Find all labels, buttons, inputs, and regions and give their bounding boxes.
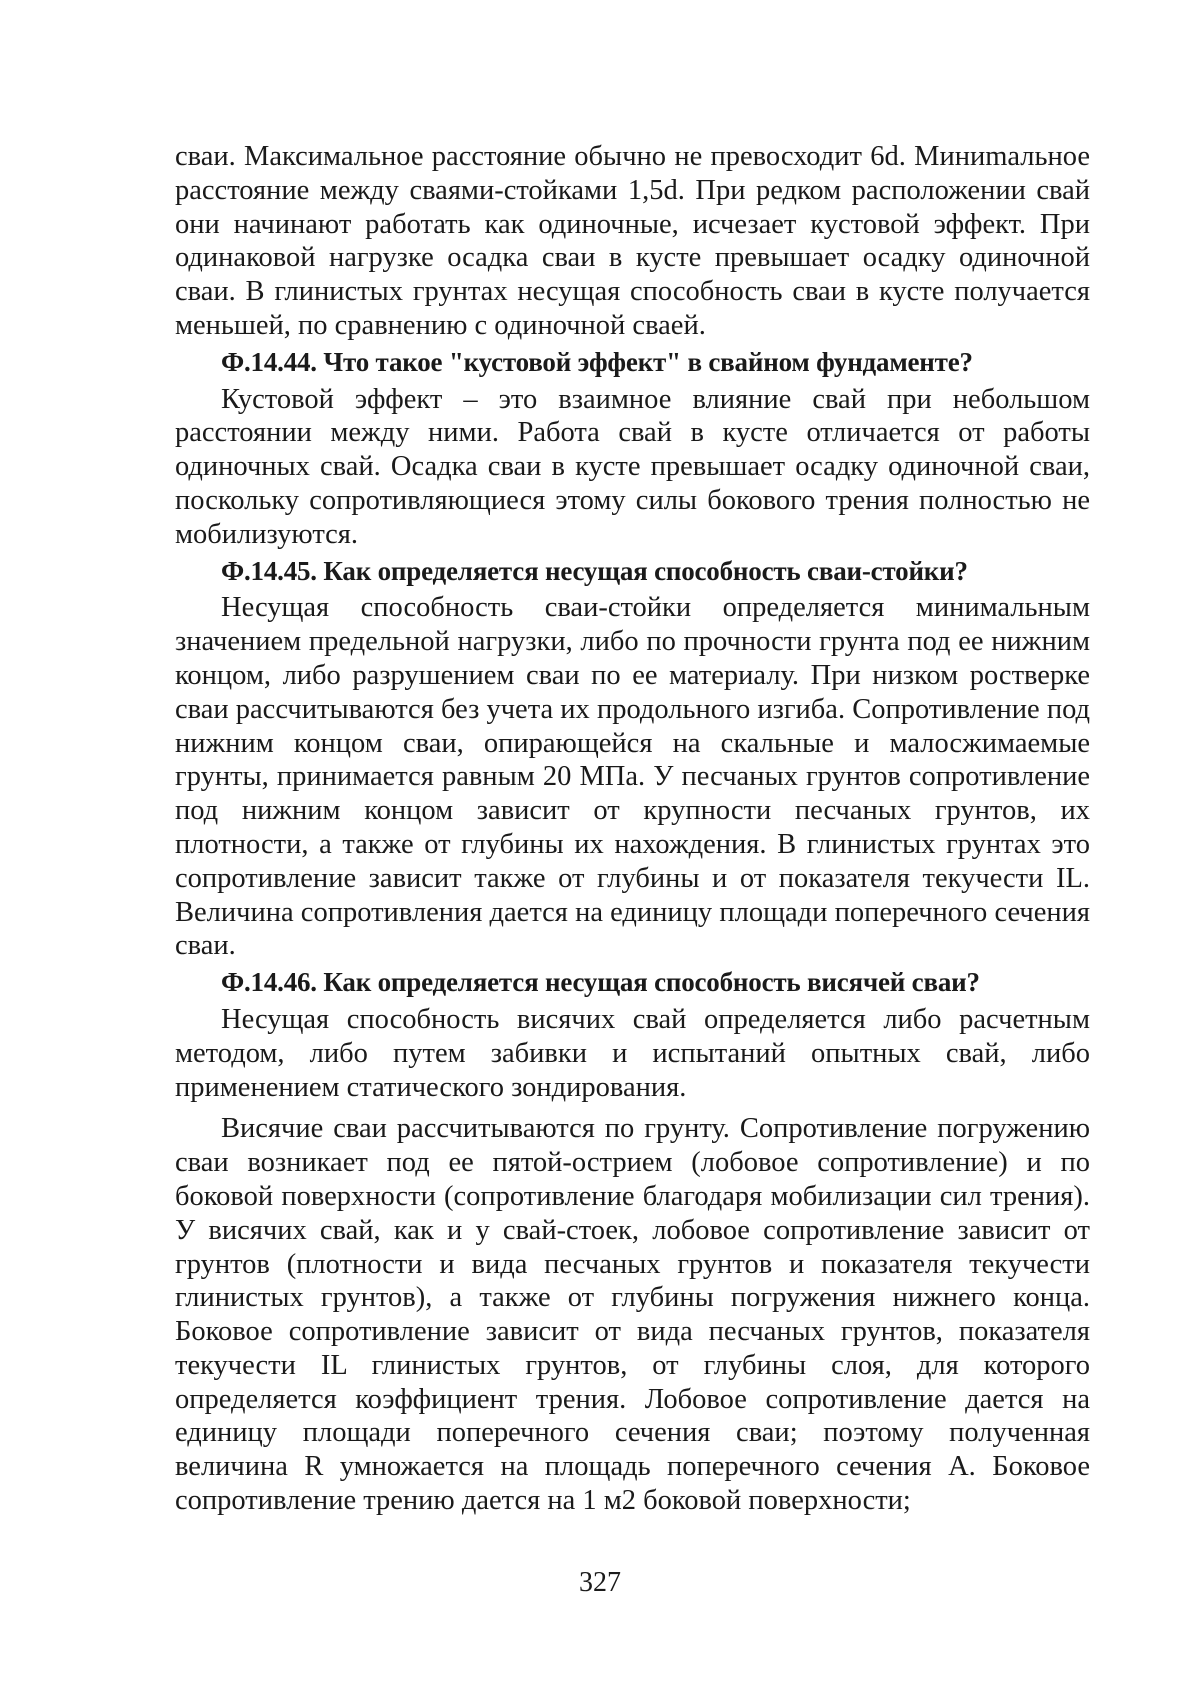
question-heading-14-45: Ф.14.45. Как определяется несущая способность сваи-стойки? bbox=[221, 555, 968, 586]
answer-paragraph-14-44: Кустовой эффект – это взаимное влияние свай при небольшом расстоянии между ними. Работа свай в кусте отличается от работы одиночных свай. Осадка сваи в кусте превышает осадку одиночной сваи, поскольку сопротивляющиеся этому силы бокового трения полностью не мобилизуются. bbox=[175, 383, 1090, 550]
page-body bbox=[175, 140, 1090, 1518]
answer-paragraph-14-46-part1: Несущая способность висячих свай определяется либо расчетным методом, либо путем забивки и испытаний опытных свай, либо применением статического зондирования. bbox=[175, 1003, 1090, 1103]
question-heading-14-44: Ф.14.44. Что такое "кустовой эффект" в свайном фундаменте? bbox=[221, 346, 973, 377]
answer-paragraph-14-46-part2: Висячие сваи рассчитываются по грунту. Сопротивление погружению сваи возникает под ее пятой-острием (лобовое сопротивление) и по боковой поверхности (сопротивление благодаря мобилизации сил трения). У висячих свай, как и у свай-стоек, лобовое сопротивление зависит от грунтов (плотности и вида песчаных грунтов и показателя текучести глинистых грунтов), а также от глубины погружения нижнего конца. Боковое сопротивление зависит от вида песчаных грунтов, показателя текучести IL глинистых грунтов, от глубины слоя, для которого определяется коэффициент трения. Лобовое сопротивление дается на единицу площади поперечного сечения сваи; поэтому полученная величина R умножается на площадь поперечного сечения A. Боковое сопротивление трению дается на 1 м2 боковой поверхности; bbox=[175, 1113, 1090, 1517]
answer-paragraph-14-45: Несущая способность сваи-стойки определяется минимальным значением предельной нагрузки, либо по прочности грунта под ее нижним концом, либо разрушением сваи по ее материалу. При низком ростверке сваи рассчитываются без учета их продольного изгиба. Сопротивление под нижним концом сваи, опирающейся на скальные и малосжимаемые грунты, принимается равным 20 МПа. У песчаных грунтов сопротивление под нижним концом зависит от крупности песчаных грунтов, их плотности, а также от глубины их нахождения. В глинистых грунтах это сопротивление зависит также от глубины и от показателя текучести IL. Величина сопротивления дается на единицу площади поперечного сечения сваи. bbox=[175, 592, 1090, 962]
paragraph-continuation: сваи. Максимальное расстояние обычно не превосходит 6d. Миниmальное расстояние между сваями-стойками 1,5d. При редком расположении свай они начинают работать как одиночные, исчезает кустовой эффект. При одинаковой нагрузке осадка сваи в кусте превышает осадку одиночной сваи. В глинистых грунтах несущая способность сваи в кусте получается меньшей, по сравнению с одиночной сваей. bbox=[175, 141, 1090, 341]
page-number: 327 bbox=[579, 1567, 621, 1598]
question-heading-14-46: Ф.14.46. Как определяется несущая способность висячей сваи? bbox=[221, 967, 980, 998]
